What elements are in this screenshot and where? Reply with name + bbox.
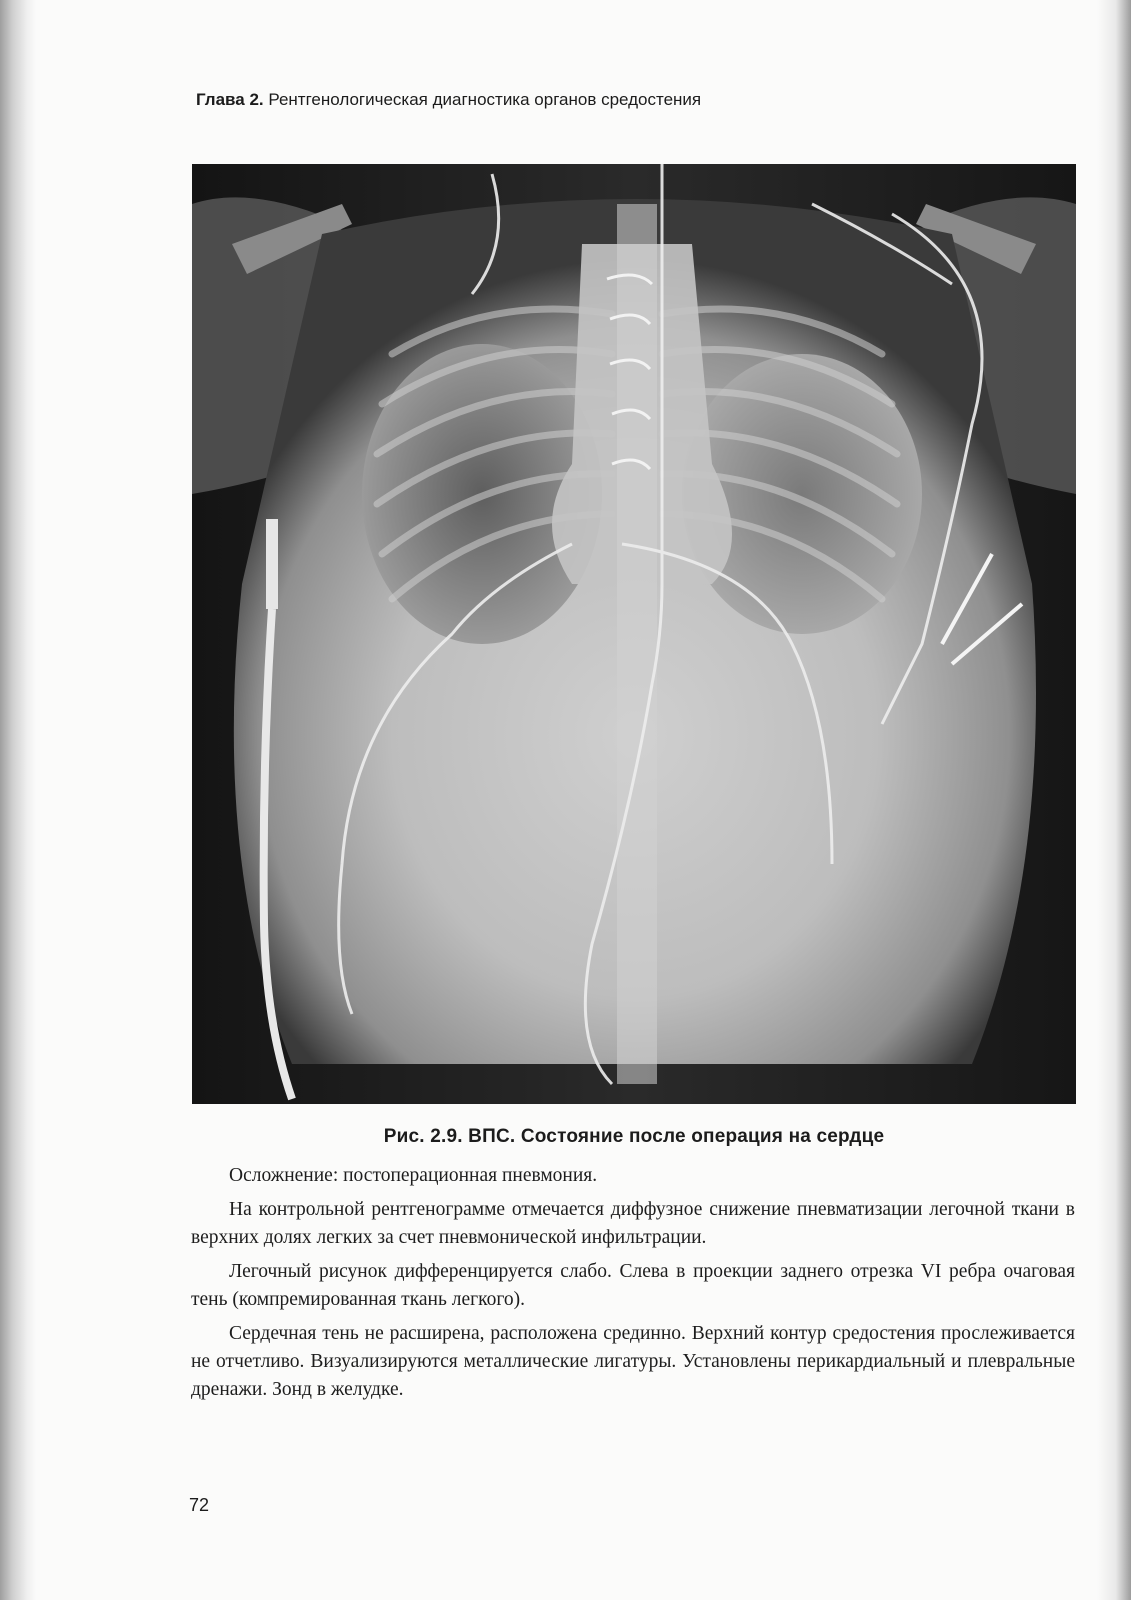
paragraph: На контрольной рентгенограмме отмечается диффузное снижение пневматизации легочной ткани в верхних долях легких за счет пневмонической инфильтрации. xyxy=(191,1199,1075,1248)
chapter-title: Рентгенологическая диагностика органов средостения xyxy=(268,90,702,109)
body-text xyxy=(191,1162,1075,1410)
figure-caption: Рис. 2.9. ВПС. Состояние после операция на сердце xyxy=(383,1126,885,1147)
paragraph: Осложнение: постоперационная пневмония. xyxy=(229,1165,598,1186)
xray-figure xyxy=(192,164,1076,1104)
book-spine-shadow xyxy=(0,0,36,1600)
paragraph: Легочный рисунок дифференцируется слабо. Слева в проекции заднего отрезка VI ребра очаговая тень (компремированная ткань легкого). xyxy=(191,1261,1075,1310)
running-head xyxy=(196,90,701,110)
paragraph: Сердечная тень не расширена, расположена срединно. Верхний контур средостения прослеживается не отчетливо. Визуализируются металлические лигатуры. Установлены перикардиальный и плевральные дренажи. Зонд в желудке. xyxy=(191,1323,1075,1400)
chest-xray-image xyxy=(192,164,1076,1104)
page-edge-shadow xyxy=(1097,0,1131,1600)
chapter-number: Глава 2. xyxy=(196,90,264,109)
page-number: 72 xyxy=(189,1495,210,1515)
